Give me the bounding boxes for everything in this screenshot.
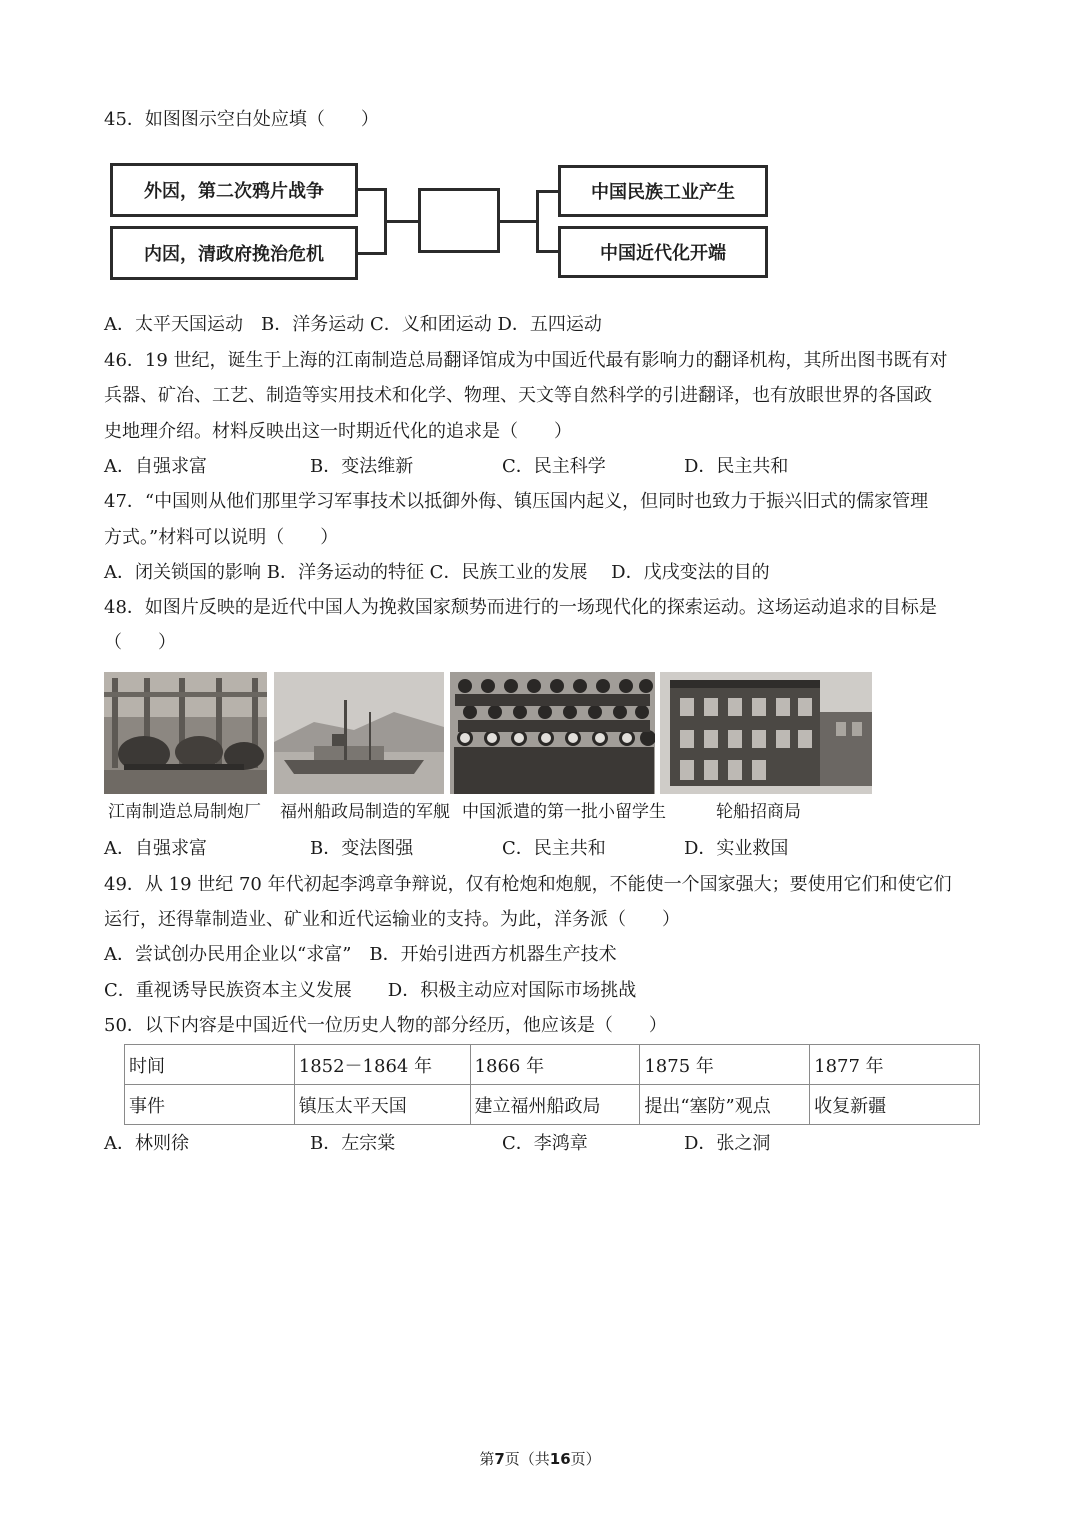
- students-photo: [450, 672, 655, 794]
- q46-stem-line2: 兵器、矿冶、工艺、制造等实用技术和化学、物理、天文等自然科学的引进翻译，也有放眼世界的各国政: [104, 385, 932, 406]
- q48-stem-line1: 48．如图片反映的是近代中国人为挽救国家颓势而进行的一场现代化的探索运动。这场运动追求的目标是: [104, 597, 937, 618]
- diagram-modernization-box: 中国近代化开端: [558, 226, 768, 278]
- table-cell: 提出“塞防”观点: [640, 1085, 810, 1125]
- diagram-blank-box: [418, 188, 500, 253]
- q50-option-a: A．林则徐: [104, 1133, 189, 1154]
- factory-photo: [104, 672, 267, 794]
- q48-option-d: D．实业救国: [684, 838, 789, 859]
- table-cell: 1877 年: [810, 1045, 980, 1085]
- diagram-internal-cause-box: 内因，清政府挽治危机: [110, 226, 358, 280]
- page-footer: [0, 1448, 1080, 1469]
- building-photo: [660, 672, 872, 794]
- footer-total-pages: 16: [549, 1450, 571, 1468]
- connector-line: [536, 250, 560, 253]
- diagram-national-industry-box: 中国民族工业产生: [558, 165, 768, 217]
- q48-stem-line2: （ ）: [104, 632, 176, 653]
- q49-options-cd: C．重视诱导民族资本主义发展 D．积极主动应对国际市场挑战: [104, 980, 637, 1001]
- q46-option-c: C．民主科学: [502, 456, 606, 477]
- q47-stem-line2: 方式。”材料可以说明（ ）: [104, 527, 339, 548]
- connector-line: [500, 220, 538, 223]
- table-cell: 建立福州船政局: [470, 1085, 640, 1125]
- q46-option-a: A．自强求富: [104, 456, 207, 477]
- q47-options: A．闭关锁国的影响 B．洋务运动的特征 C．民族工业的发展 D．戊戌变法的目的: [104, 562, 770, 583]
- warship-photo: [274, 672, 444, 794]
- table-cell: 收复新疆: [810, 1085, 980, 1125]
- table-row: [125, 1085, 980, 1125]
- table-cell: 镇压太平天国: [294, 1085, 470, 1125]
- q45-options: A．太平天国运动 B．洋务运动 C．义和团运动 D．五四运动: [104, 314, 602, 335]
- q48-option-c: C．民主共和: [502, 838, 606, 859]
- q46-option-d: D．民主共和: [684, 456, 789, 477]
- connector-line: [358, 252, 386, 255]
- caption-steamship-company: 轮船招商局: [716, 802, 801, 822]
- caption-first-students: 中国派遣的第一批小留学生: [462, 802, 666, 822]
- footer-prefix: 第: [479, 1450, 495, 1468]
- caption-jiangnan-arsenal: 江南制造总局制炮厂: [108, 802, 261, 822]
- q48-option-b: B．变法图强: [310, 838, 414, 859]
- q48-option-a: A．自强求富: [104, 838, 207, 859]
- q49-stem-line2: 运行，还得靠制造业、矿业和近代运输业的支持。为此，洋务派（ ）: [104, 909, 680, 930]
- q46-stem-line1: 46．19 世纪，诞生于上海的江南制造总局翻译馆成为中国近代最有影响力的翻译机构，其所出图书既有对: [104, 350, 948, 371]
- footer-page-number: 7: [494, 1450, 505, 1468]
- q45-stem: 45．如图图示空白处应填（ ）: [104, 109, 379, 130]
- q47-stem-line1: 47．“中国则从他们那里学习军事技术以抵御外侮、镇压国内起义，但同时也致力于振兴旧式的儒家管理: [104, 491, 929, 512]
- table-cell: 1875 年: [640, 1045, 810, 1085]
- footer-suffix: 页）: [570, 1450, 601, 1468]
- q46-option-b: B．变法维新: [310, 456, 414, 477]
- table-row: [125, 1045, 980, 1085]
- table-cell: 1866 年: [470, 1045, 640, 1085]
- history-timeline-table: [124, 1044, 980, 1125]
- q49-stem-line1: 49．从 19 世纪 70 年代初起李鸿章争辩说，仅有枪炮和炮舰，不能使一个国家强大；要使用它们和使它们: [104, 874, 952, 895]
- caption-fuzhou-warship: 福州船政局制造的军舰: [280, 802, 450, 822]
- connector-line: [358, 188, 386, 191]
- connector-line: [384, 220, 420, 223]
- table-cell: 1852－1864 年: [294, 1045, 470, 1085]
- q50-option-b: B．左宗棠: [310, 1133, 396, 1154]
- footer-middle: 页（共: [504, 1450, 550, 1468]
- connector-line: [536, 190, 560, 193]
- q46-stem-line3: 史地理介绍。材料反映出这一时期近代化的追求是（ ）: [104, 421, 572, 442]
- q49-options-ab: A．尝试创办民用企业以“求富” B．开始引进西方机器生产技术: [104, 944, 617, 965]
- table-cell: 事件: [125, 1085, 295, 1125]
- diagram-external-cause-box: 外因，第二次鸦片战争: [110, 163, 358, 217]
- q50-stem: 50．以下内容是中国近代一位历史人物的部分经历，他应该是（ ）: [104, 1015, 667, 1036]
- q50-option-d: D．张之洞: [684, 1133, 771, 1154]
- connector-line: [536, 190, 539, 253]
- table-cell: 时间: [125, 1045, 295, 1085]
- q50-option-c: C．李鸿章: [502, 1133, 588, 1154]
